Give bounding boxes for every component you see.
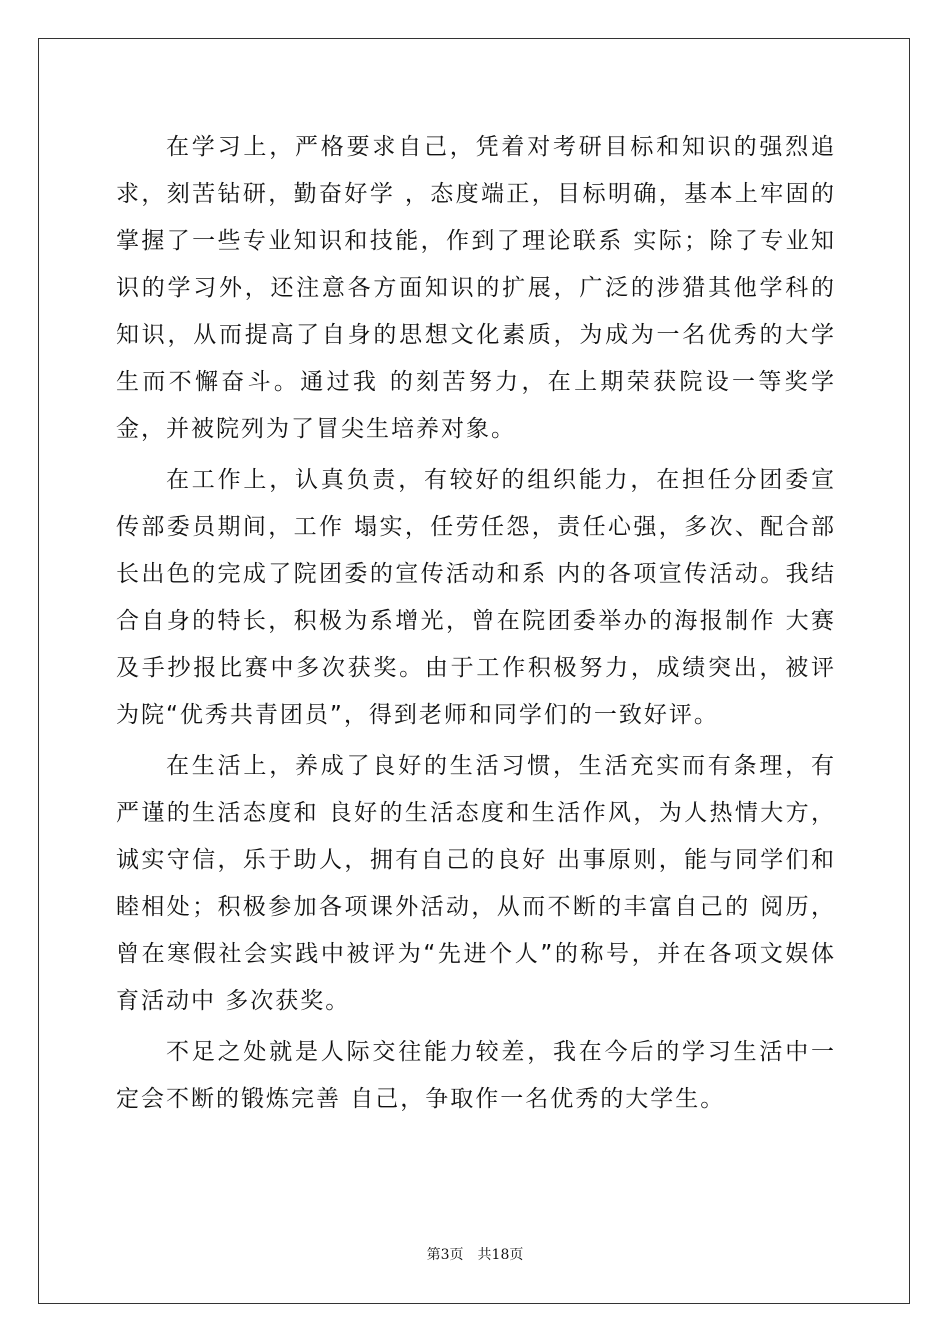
- paragraph-study: 在学习上，严格要求自己，凭着对考研目标和知识的强烈追求，刻苦钻研，勤奋好学 ，态度端正，目标明确，基本上牢固的掌握了一些专业知识和技能，作到了理论联系 实际；除了专业知识的学习外，还注意各方面知识的扩展，广泛的涉猎其他学科的 知识，从而提高了自身的思想文化素质，为成为一名优秀的大学生而不懈奋斗。通过我 的刻苦努力，在上期荣获院设一等奖学金，并被院列为了冒尖生培养对象。: [116, 134, 836, 442]
- paragraph-life: 在生活上，养成了良好的生活习惯，生活充实而有条理，有严谨的生活态度和 良好的生活态度和生活作风，为人热情大方，诚实守信，乐于助人，拥有自己的良好 出事原则，能与同学们和睦相处；积极参加各项课外活动，从而不断的丰富自己的 阅历，曾在寒假社会实践中被评为“先进个人”的称号，并在各项文娱体育活动中 多次获奖。: [116, 753, 836, 1014]
- page-footer: [0, 1244, 950, 1264]
- page-total: 共18页: [477, 1247, 524, 1263]
- document-body: [116, 124, 836, 1123]
- paragraph-work: 在工作上，认真负责，有较好的组织能力，在担任分团委宣传部委员期间，工作 塌实，任劳任怨，责任心强，多次、配合部长出色的完成了院团委的宣传活动和系 内的各项宣传活动。我结合自身的特长，积极为系增光，曾在院团委举办的海报制作 大赛及手抄报比赛中多次获奖。由于工作积极努力，成绩突出，被评为院“优秀共青团员”，得到老师和同学们的一致好评。: [116, 467, 836, 728]
- page-number: 第3页: [426, 1247, 464, 1263]
- paragraph-shortcomings: 不足之处就是人际交往能力较差，我在今后的学习生活中一定会不断的锻炼完善 自己，争取作一名优秀的大学生。: [116, 1039, 836, 1112]
